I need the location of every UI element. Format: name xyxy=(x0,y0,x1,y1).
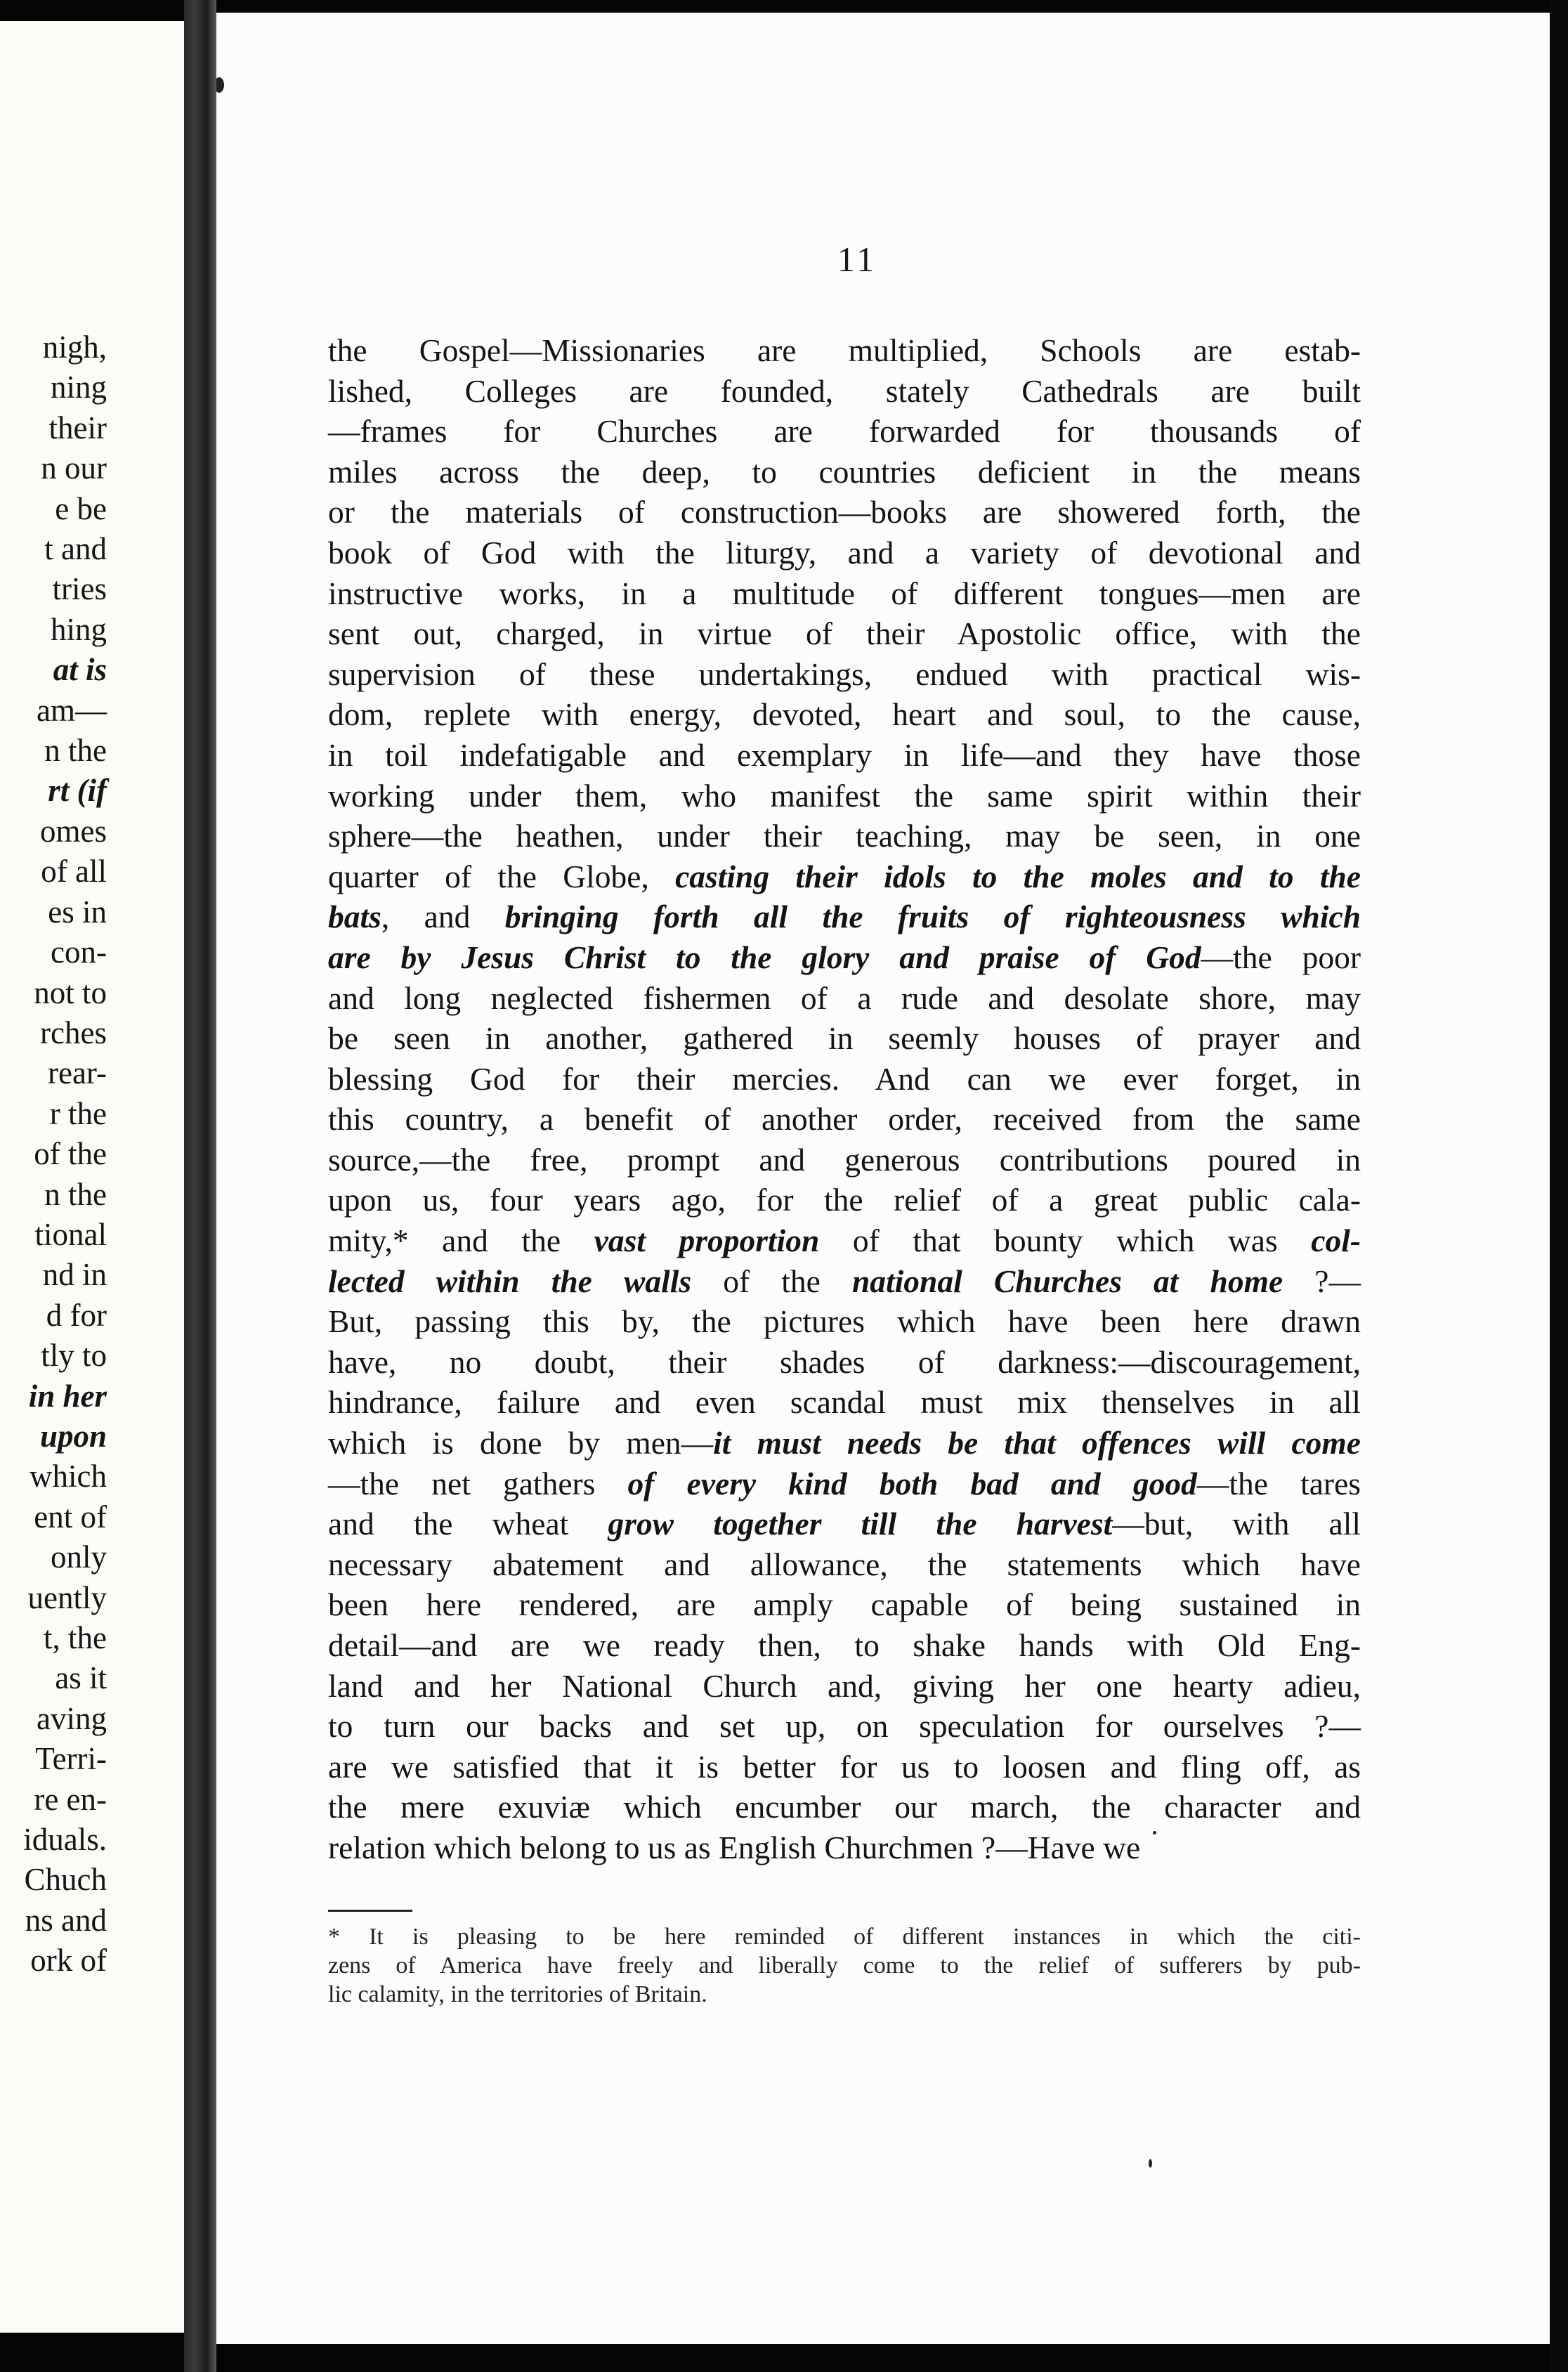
footnote-line: * It is pleasing to be here reminded of different instances in which the citi- xyxy=(328,1924,1361,1950)
left-text-line: in her xyxy=(28,1378,107,1414)
body-text-run: blessing God for their mercies. And can we ever forget, in xyxy=(328,1060,1361,1097)
emphasis-text: are by Jesus Christ to the glory and praise of God xyxy=(328,939,1201,975)
left-text-line: ent of xyxy=(34,1499,107,1534)
body-line xyxy=(328,371,1361,412)
left-text-line: re en- xyxy=(34,1781,107,1817)
body-text-run: ?— xyxy=(1283,1263,1361,1299)
emphasis-text: bats xyxy=(328,899,381,935)
body-line xyxy=(328,1706,1361,1747)
left-text-line: ns and xyxy=(25,1902,107,1938)
body-line xyxy=(328,1625,1361,1666)
emphasis-text: casting their idols to the moles and to the xyxy=(675,858,1361,894)
left-text-line: t, the xyxy=(44,1620,107,1655)
body-text-run: the Gospel—Missionaries are multiplied, Schools are estab- xyxy=(328,332,1361,368)
body-line xyxy=(328,613,1361,654)
body-text-run: —frames for Churches are forwarded for thousands of xyxy=(328,413,1361,450)
emphasis-text: col- xyxy=(1311,1223,1361,1259)
left-text-line: upon xyxy=(39,1418,107,1454)
body-line xyxy=(328,654,1361,695)
left-text-line: tly to xyxy=(41,1338,107,1374)
left-text-line: Terri- xyxy=(35,1741,107,1777)
left-text-line: es in xyxy=(48,894,107,930)
print-speck xyxy=(1149,2159,1152,2168)
body-text xyxy=(328,330,1361,1868)
body-line xyxy=(328,573,1361,614)
left-text-line: at is xyxy=(53,652,107,688)
body-line xyxy=(328,694,1361,735)
body-text-run: and the wheat xyxy=(328,1506,608,1542)
emphasis-text: grow together till the harvest xyxy=(608,1506,1113,1542)
body-line xyxy=(328,1261,1361,1302)
emphasis-text: bringing forth all the fruits of righteousness which xyxy=(504,899,1361,935)
print-speck xyxy=(216,77,224,93)
left-text-line: not to xyxy=(34,975,107,1010)
body-line xyxy=(328,1140,1361,1180)
left-text-line: Chuch xyxy=(24,1862,107,1898)
left-text-line: nigh, xyxy=(42,330,107,365)
footnote xyxy=(328,1922,1361,2009)
body-text-run: hindrance, failure and even scandal must mix thenselves in all xyxy=(328,1384,1361,1421)
body-text-run: in toil indefatigable and exemplary in life—and they have those xyxy=(328,736,1361,773)
body-text-run: quarter of the Globe, xyxy=(328,858,676,894)
left-text-line: nd in xyxy=(42,1257,107,1293)
left-text-line: n our xyxy=(41,450,107,486)
body-text-run: —the tares xyxy=(1196,1465,1361,1501)
page-edge xyxy=(1550,0,1568,2372)
body-text-run: necessary abatement and allowance, the statements which have xyxy=(328,1546,1361,1582)
body-text-run: or the materials of construction—books are showered forth, the xyxy=(328,494,1361,530)
body-text-run: —the poor xyxy=(1201,939,1361,975)
left-page-fragment xyxy=(0,21,184,2333)
left-text-line: as it xyxy=(55,1660,107,1696)
left-text-line: their xyxy=(48,410,107,445)
body-text-run: been here rendered, are amply capable of being sustained in xyxy=(328,1586,1361,1623)
body-text-run: book of God with the liturgy, and a variety of devotional and xyxy=(328,534,1361,571)
body-text-run: , and xyxy=(381,899,505,935)
body-line xyxy=(328,856,1361,897)
left-text-line: am— xyxy=(37,692,107,728)
body-line xyxy=(328,1827,1361,1868)
body-text-run: and long neglected fishermen of a rude and desolate shore, may xyxy=(328,979,1361,1016)
body-text-run: this country, a benefit of another order, received from the same xyxy=(328,1101,1361,1138)
emphasis-text: vast proportion xyxy=(594,1223,820,1259)
body-text-run: source,—the free, prompt and generous contributions poured in xyxy=(328,1141,1361,1178)
body-line xyxy=(328,1464,1361,1504)
body-line xyxy=(328,1382,1361,1423)
body-text-run: supervision of these undertakings, endued with practical wis- xyxy=(328,656,1361,692)
body-line xyxy=(328,1747,1361,1787)
body-text-run: sent out, charged, in virtue of their Apostolic office, with the xyxy=(328,615,1361,652)
emphasis-text: it must needs be that offences will come xyxy=(713,1425,1361,1461)
left-text-line: which xyxy=(30,1459,107,1494)
left-text-line: e be xyxy=(55,490,107,526)
left-text-line: d for xyxy=(46,1297,107,1333)
left-text-line: rt (if xyxy=(48,773,107,809)
binding-gutter xyxy=(184,0,216,2372)
left-text-line: uently xyxy=(27,1579,107,1615)
body-text-run: which is done by men— xyxy=(328,1425,714,1461)
print-speck xyxy=(1153,1831,1156,1835)
body-text-run: have, no doubt, their shades of darkness:—discouragement, xyxy=(328,1343,1361,1380)
body-line xyxy=(328,776,1361,816)
body-text-run: working under them, who manifest the same spirit within their xyxy=(328,777,1361,814)
body-line xyxy=(328,411,1361,452)
body-text-run: the mere exuviæ which encumber our march, the character and xyxy=(328,1789,1361,1825)
body-line xyxy=(328,492,1361,533)
left-text-line: only xyxy=(50,1539,107,1575)
body-line xyxy=(328,1423,1361,1464)
body-text-run: land and her National Church and, giving her one hearty adieu, xyxy=(328,1667,1361,1704)
body-text-run: to turn our backs and set up, on speculation for ourselves ?— xyxy=(328,1708,1361,1745)
left-text-line: n the xyxy=(44,1176,107,1212)
body-text-run: dom, replete with energy, devoted, heart and soul, to the cause, xyxy=(328,696,1361,733)
left-text-line: tional xyxy=(34,1216,107,1252)
right-page xyxy=(216,13,1550,2344)
body-line xyxy=(328,1666,1361,1707)
left-text-line: tries xyxy=(52,571,107,607)
body-line xyxy=(328,1342,1361,1383)
body-text-run: miles across the deep, to countries deficient in the means xyxy=(328,453,1361,490)
body-line xyxy=(328,1787,1361,1827)
body-line xyxy=(328,1180,1361,1220)
body-text-run: But, passing this by, the pictures which have been here drawn xyxy=(328,1303,1361,1340)
body-text-run: detail—and are we ready then, to shake hands with Old Eng- xyxy=(328,1627,1361,1663)
body-text-run: —the net gathers xyxy=(328,1465,628,1501)
body-text-run: relation which belong to us as English Churchmen ?—Have we xyxy=(328,1829,1141,1865)
body-line xyxy=(328,1018,1361,1059)
body-text-run: sphere—the heathen, under their teaching, may be seen, in one xyxy=(328,818,1361,854)
body-text-run: are we satisfied that it is better for us to loosen and fling off, as xyxy=(328,1748,1361,1785)
left-text-line: rches xyxy=(40,1015,107,1050)
body-text-run: of the xyxy=(691,1263,852,1299)
body-line xyxy=(328,1059,1361,1100)
body-text-run: mity,* and the xyxy=(328,1223,594,1259)
body-line xyxy=(328,1544,1361,1585)
left-text-line: iduals. xyxy=(23,1822,107,1858)
left-text-line: n the xyxy=(44,733,107,769)
emphasis-text: of every kind both bad and good xyxy=(627,1465,1197,1501)
body-line xyxy=(328,452,1361,493)
left-page-text xyxy=(0,327,107,1981)
emphasis-text: lected within the walls xyxy=(328,1263,692,1299)
left-text-line: aving xyxy=(37,1700,107,1736)
left-text-line: con- xyxy=(51,934,107,970)
left-text-line: omes xyxy=(40,813,107,849)
left-text-line: rear- xyxy=(47,1055,107,1091)
footnote-line: zens of America have freely and liberally come to the relief of sufferers by pub- xyxy=(328,1953,1361,1979)
body-line xyxy=(328,533,1361,573)
body-text-run: be seen in another, gathered in seemly houses of prayer and xyxy=(328,1020,1361,1057)
footnote-rule xyxy=(328,1910,412,1912)
left-text-line: ning xyxy=(50,370,107,405)
left-text-line: of all xyxy=(41,854,107,889)
body-text-run: instructive works, in a multitude of different tongues—men are xyxy=(328,575,1361,611)
emphasis-text: national Churches at home xyxy=(851,1263,1283,1299)
body-line xyxy=(328,978,1361,1019)
left-text-line: hing xyxy=(50,611,107,647)
body-line xyxy=(328,897,1361,937)
page-number: 11 xyxy=(837,240,877,279)
body-line xyxy=(328,1099,1361,1140)
left-text-line: t and xyxy=(44,531,107,567)
body-line xyxy=(328,735,1361,776)
left-text-line: r the xyxy=(49,1095,107,1131)
left-text-line: of the xyxy=(34,1136,107,1172)
body-text-run: —but, with all xyxy=(1112,1506,1361,1542)
body-line xyxy=(328,1301,1361,1342)
body-line xyxy=(328,1584,1361,1625)
left-text-line: ork of xyxy=(30,1943,107,1979)
body-text-run: upon us, four years ago, for the relief of a great public cala- xyxy=(328,1182,1361,1218)
body-line xyxy=(328,816,1361,856)
body-text-run: lished, Colleges are founded, stately Cathedrals are built xyxy=(328,372,1361,409)
body-line xyxy=(328,937,1361,978)
footnote-line: lic calamity, in the territories of Britain. xyxy=(328,1981,707,2007)
body-line xyxy=(328,330,1361,371)
body-line xyxy=(328,1504,1361,1544)
body-text-run: of that bounty which was xyxy=(819,1223,1312,1259)
body-line xyxy=(328,1220,1361,1261)
